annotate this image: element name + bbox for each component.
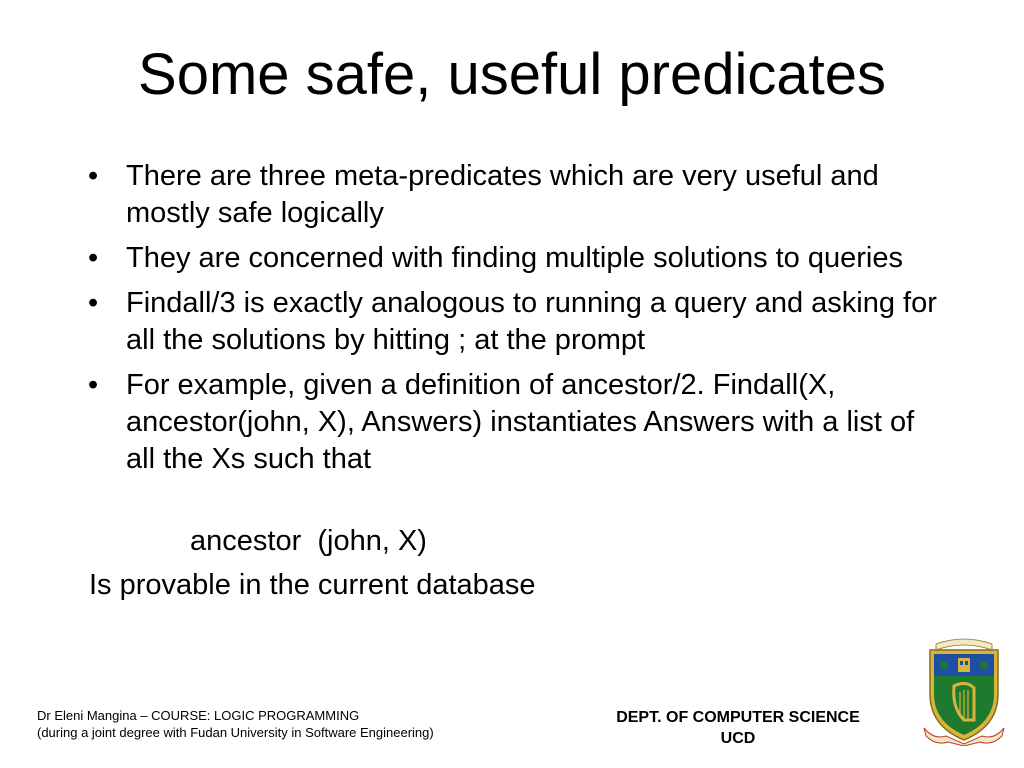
bullet-item	[84, 158, 944, 232]
university-crest-icon	[922, 636, 1006, 746]
bullet-dot: •	[88, 160, 99, 192]
bullet-dot: •	[88, 369, 99, 401]
bullet-list	[84, 158, 944, 486]
footer-dept-line: DEPT. OF COMPUTER SCIENCE	[616, 709, 860, 726]
conclusion-text: Is provable in the current database	[89, 569, 536, 601]
footer-program-line: (during a joint degree with Fudan University in Software Engineering)	[37, 725, 434, 740]
bullet-text: They are concerned with finding multiple solutions to queries	[126, 242, 903, 274]
footer-ucd-line: UCD	[720, 730, 756, 747]
slide-title: Some safe, useful predicates	[138, 42, 886, 107]
code-example: ancestor (john, X)	[190, 525, 427, 557]
bullet-dot: •	[88, 287, 99, 319]
bullet-text: For example, given a definition of ancestor/2. Findall(X, ancestor(john, X), Answers) instantiates Answers with a list of all the Xs such that	[126, 369, 915, 475]
footer-course-info	[37, 707, 434, 741]
bullet-dot: •	[88, 242, 99, 274]
bullet-item	[84, 285, 944, 359]
bullet-text: Findall/3 is exactly analogous to running a query and asking for all the solutions by hitting ; at the prompt	[126, 287, 937, 356]
bullet-text: There are three meta-predicates which are very useful and mostly safe logically	[126, 160, 879, 229]
footer-author-line: Dr Eleni Mangina – COURSE: LOGIC PROGRAMMING	[37, 708, 360, 723]
bullet-item	[84, 240, 944, 277]
footer-department	[578, 707, 898, 749]
bullet-item	[84, 367, 944, 478]
